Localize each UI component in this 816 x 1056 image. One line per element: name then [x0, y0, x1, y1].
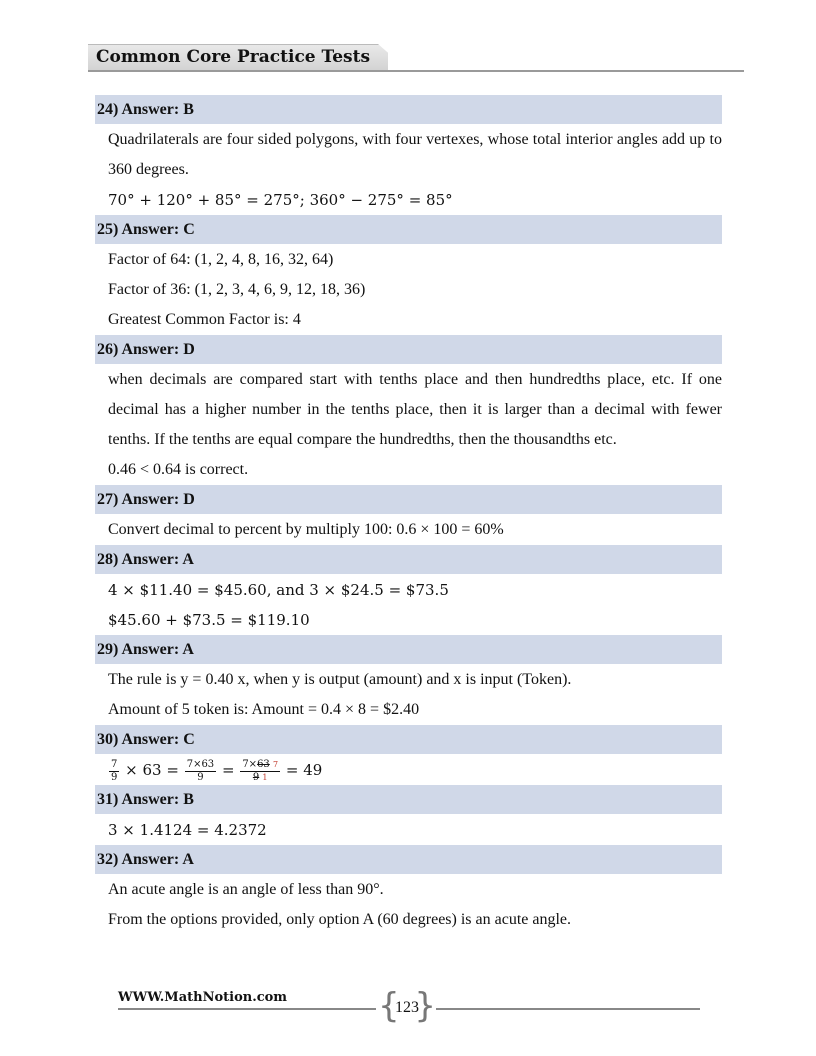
answer-26: [95, 335, 722, 485]
answer-heading: 31) Answer: B: [95, 785, 722, 814]
explanation-line: Factor of 64: (1, 2, 4, 8, 16, 32, 64): [108, 251, 334, 268]
equation-line: 4 × $11.40 = $45.60, and 3 × $24.5 = $73.5: [108, 581, 449, 599]
answer-heading: 24) Answer: B: [95, 95, 722, 124]
answer-31: [95, 785, 722, 845]
page-number: 123: [395, 999, 419, 1016]
page-header: [88, 44, 744, 74]
simplified-fraction: $\frac{7\times 63 7}{9 1}$: [242, 758, 279, 783]
explanation-line: Factor of 36: (1, 2, 3, 4, 6, 9, 12, 18, 36): [108, 281, 366, 298]
explanation-line: An acute angle is an angle of less than 90°.: [108, 881, 384, 898]
answer-heading: 28) Answer: A: [95, 545, 722, 574]
explanation-line: 0.46 < 0.64 is correct.: [108, 461, 249, 478]
footer-rule: [436, 1008, 700, 1010]
answer-30: [95, 725, 722, 785]
answer-25: [95, 215, 722, 335]
answer-29: [95, 635, 722, 725]
answer-32: [95, 845, 722, 935]
right-brace-icon: }: [414, 986, 436, 1026]
explanation-line: Amount of 5 token is: Amount = 0.4 × 8 = $2.40: [108, 701, 420, 718]
answer-heading: 27) Answer: D: [95, 485, 722, 514]
fraction: $\frac{7}{9}$: [111, 758, 118, 783]
website-link[interactable]: WWW.MathNotion.com: [118, 990, 288, 1005]
answer-heading: 26) Answer: D: [95, 335, 722, 364]
explanation-line: From the options provided, only option A (60 degrees) is an acute angle.: [108, 911, 572, 928]
answer-heading: 30) Answer: C: [95, 725, 722, 754]
equation-line: 70° + 120° + 85° = 275°; 360° − 275° = 85°: [108, 191, 453, 209]
explanation-line: Greatest Common Factor is: 4: [108, 311, 301, 328]
explanation-line: Quadrilaterals are four sided polygons, with four vertexes, whose total interior angles add up to 360 degrees.: [108, 131, 722, 178]
answer-heading: 32) Answer: A: [95, 845, 722, 874]
answer-heading: 25) Answer: C: [95, 215, 722, 244]
equation-line: $45.60 + $73.5 = $119.10: [108, 611, 310, 629]
explanation-line: Convert decimal to percent by multiply 100: 0.6 × 100 = 60%: [108, 521, 504, 538]
answer-list: [95, 95, 722, 935]
answer-heading: 29) Answer: A: [95, 635, 722, 664]
explanation-line: when decimals are compared start with tenths place and then hundredths place, etc. If one decimal has a higher number in the tenths place, then it is larger than a decimal with fewer tenths. If the tenths are equal compare the hundredths, then the thousandths etc.: [108, 371, 722, 448]
answer-28: [95, 545, 722, 635]
page-title: Common Core Practice Tests: [96, 47, 371, 67]
header-rule: [88, 70, 744, 72]
footer-rule: [118, 1008, 376, 1010]
left-brace-icon: {: [378, 986, 400, 1026]
explanation-line: The rule is y = 0.40 x, when y is output (amount) and x is input (Token).: [108, 671, 572, 688]
fraction: $\frac{7\times 63}{9}$: [186, 758, 215, 783]
answer-24: [95, 95, 722, 215]
fraction-equation: $\frac{7}{9}$ × 63 = $\frac{7\times 63}{9}$ = $\frac{7\times 63 7}{9 1}$ = 49: [111, 758, 323, 783]
equation-line: 3 × 1.4124 = 4.2372: [108, 821, 267, 839]
answer-27: [95, 485, 722, 545]
page-number-box: [378, 986, 436, 1026]
